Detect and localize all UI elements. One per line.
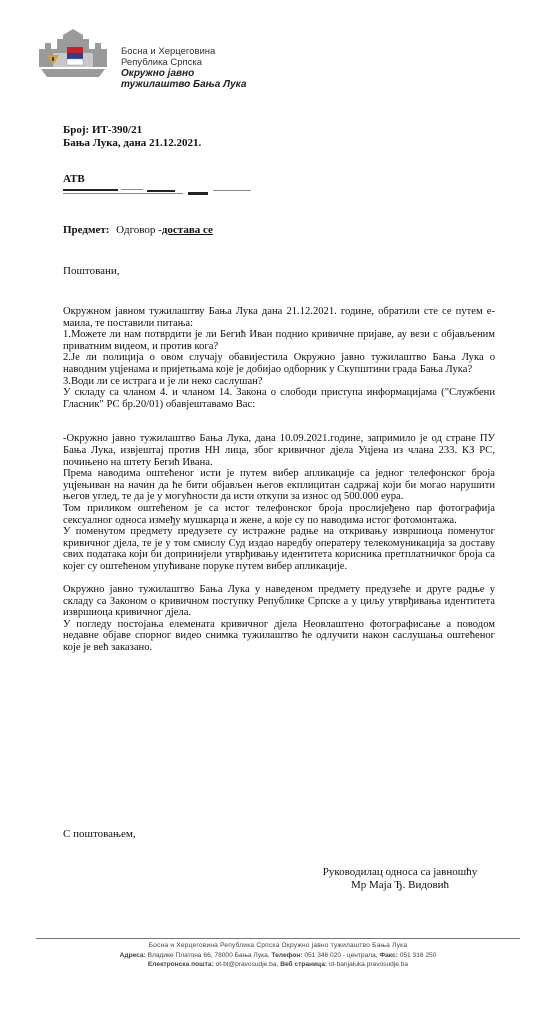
footer-web: ot-banjaluka.pravosudje.ba	[328, 961, 409, 968]
footer-fax-label: Факс:	[379, 951, 398, 959]
signature-block	[280, 866, 520, 892]
reference-block	[63, 124, 363, 150]
reference-number: Број: ИТ-390/21	[63, 124, 143, 136]
greeting: Поштовани,	[63, 265, 120, 277]
footer-contact-line	[30, 951, 526, 961]
footer	[30, 941, 526, 970]
institution-name	[121, 46, 301, 90]
office-name-line2: тужилаштво Бања Лука	[121, 79, 247, 90]
paragraph: 2.Је ли полиција о овом случају обавијестила Окружно јавно тужилаштво Бања Лука о наводним уцјенама и пријетњама које је добијао одборник у Скупштини града Бања Лука?	[63, 352, 495, 375]
recipient: АТВ	[63, 173, 85, 185]
footer-web-label: Веб страница:	[280, 961, 328, 968]
footer-institution: Босна и Херцеговина Република Српска Окружно јавно тужилаштво Бања Лука	[148, 942, 408, 949]
signature-name: Мр Маја Ђ. Видовић	[350, 879, 450, 891]
footer-email: ot-bl@pravosudje.ba,	[215, 961, 279, 968]
subject-underlined: достава се	[161, 224, 213, 236]
paragraph: У складу са чланом 4. и чланом 14. Закона о слободи приступа информацијама ("Службени Гласник" РС бр.20/01) обавјештавамо Вас:	[63, 387, 495, 410]
letter-body	[63, 306, 495, 654]
paragraph: У поменутом предмету предузете су истражне радње на откривању извршиоца поменутог кривичног дјела, те је у том смислу Суд издао наредбу оператеру телекомуникација за доставу свих података који би допринијели утврђивању идентитета корисника претплатничког броја са којег су оштећеном упућиване поруке путем вибер апликације.	[63, 526, 495, 572]
paragraph: У погледу постојања елемената кривичног дјела Неовлаштено фотографисање а поводом недавне објаве спорног видео снимка тужилаштво ће одлучити након саслушања оштећеног које је већ заказано.	[63, 618, 495, 654]
paragraph: -Окружно јавно тужилаштво Бања Лука, дана 10.09.2021.године, запримило је од стране ПУ Бања Лука, извјештај против НН лица, због кривичног дјела Уцјена из члана 233. КЗ РС, почињено на штету Бегић Ивана.	[63, 433, 495, 468]
closing: С поштовањем,	[63, 828, 136, 840]
paragraph: Окружном јавном тужилаштву Бања Лука дана 21.12.2021. године, обратили сте се путем е-маила, те поставили питања:	[63, 306, 495, 329]
paragraph: Према наводима оштећеног исти је путем вибер апликације са једног телефонског броја уцјењиван на начин да ће бити објављен његов екплицитан садржај који би могао нарушити његов углед, те да је у могућности да исти откупи за износ од 500.000 еура.	[63, 468, 495, 503]
paragraph: Окружно јавно тужилаштво Бања Лука у наведеном предмету предузеће и друге радње у складу са Законом о кривичном поступку Републике Српске а у циљу утврђивања идентитета извршиоца кривичног дјела.	[63, 584, 495, 619]
entity-name: Република Српска	[121, 57, 203, 68]
signature-title: Руководилац односа са јавношћу	[322, 866, 478, 878]
footer-divider	[36, 938, 520, 939]
footer-phone-label: Телефон:	[271, 951, 303, 959]
paragraph: Том приликом оштећеном је са истог телефонског броја прослијеђено пар фотографија сексуалног односа између мушкарца и жене, а које су по наводима истог фотомонтажа.	[63, 502, 495, 526]
subject-line	[63, 224, 213, 236]
header-emblem	[33, 27, 113, 87]
subject-text: Одговор -	[116, 224, 162, 236]
footer-phone: 051 346 020 - централа,	[304, 951, 378, 959]
court-emblem-icon	[33, 27, 113, 87]
paragraph: 1.Можете ли нам потврдити је ли Бегић Иван поднио кривичне пријаве, ау вези с објављеним приватним видеом, и против кога?	[63, 329, 495, 352]
country-name: Босна и Херцеговина	[121, 46, 216, 57]
footer-email-label: Електронска пошта:	[147, 961, 214, 968]
footer-address-label: Адреса:	[119, 951, 146, 959]
footer-address: Владике Платона 66, 78000 Бања Лука,	[147, 951, 270, 959]
footer-web-line	[30, 960, 526, 970]
office-name-line1: Окружно јавно	[121, 68, 195, 79]
subject-label: Предмет:	[63, 224, 110, 236]
redacted-address	[63, 187, 253, 199]
footer-fax: 051 316 250	[399, 951, 437, 959]
reference-place-date: Бања Лука, дана 21.12.2021.	[63, 137, 202, 149]
paragraph: 3.Води ли се истрага и је ли неко саслушан?	[63, 375, 263, 387]
